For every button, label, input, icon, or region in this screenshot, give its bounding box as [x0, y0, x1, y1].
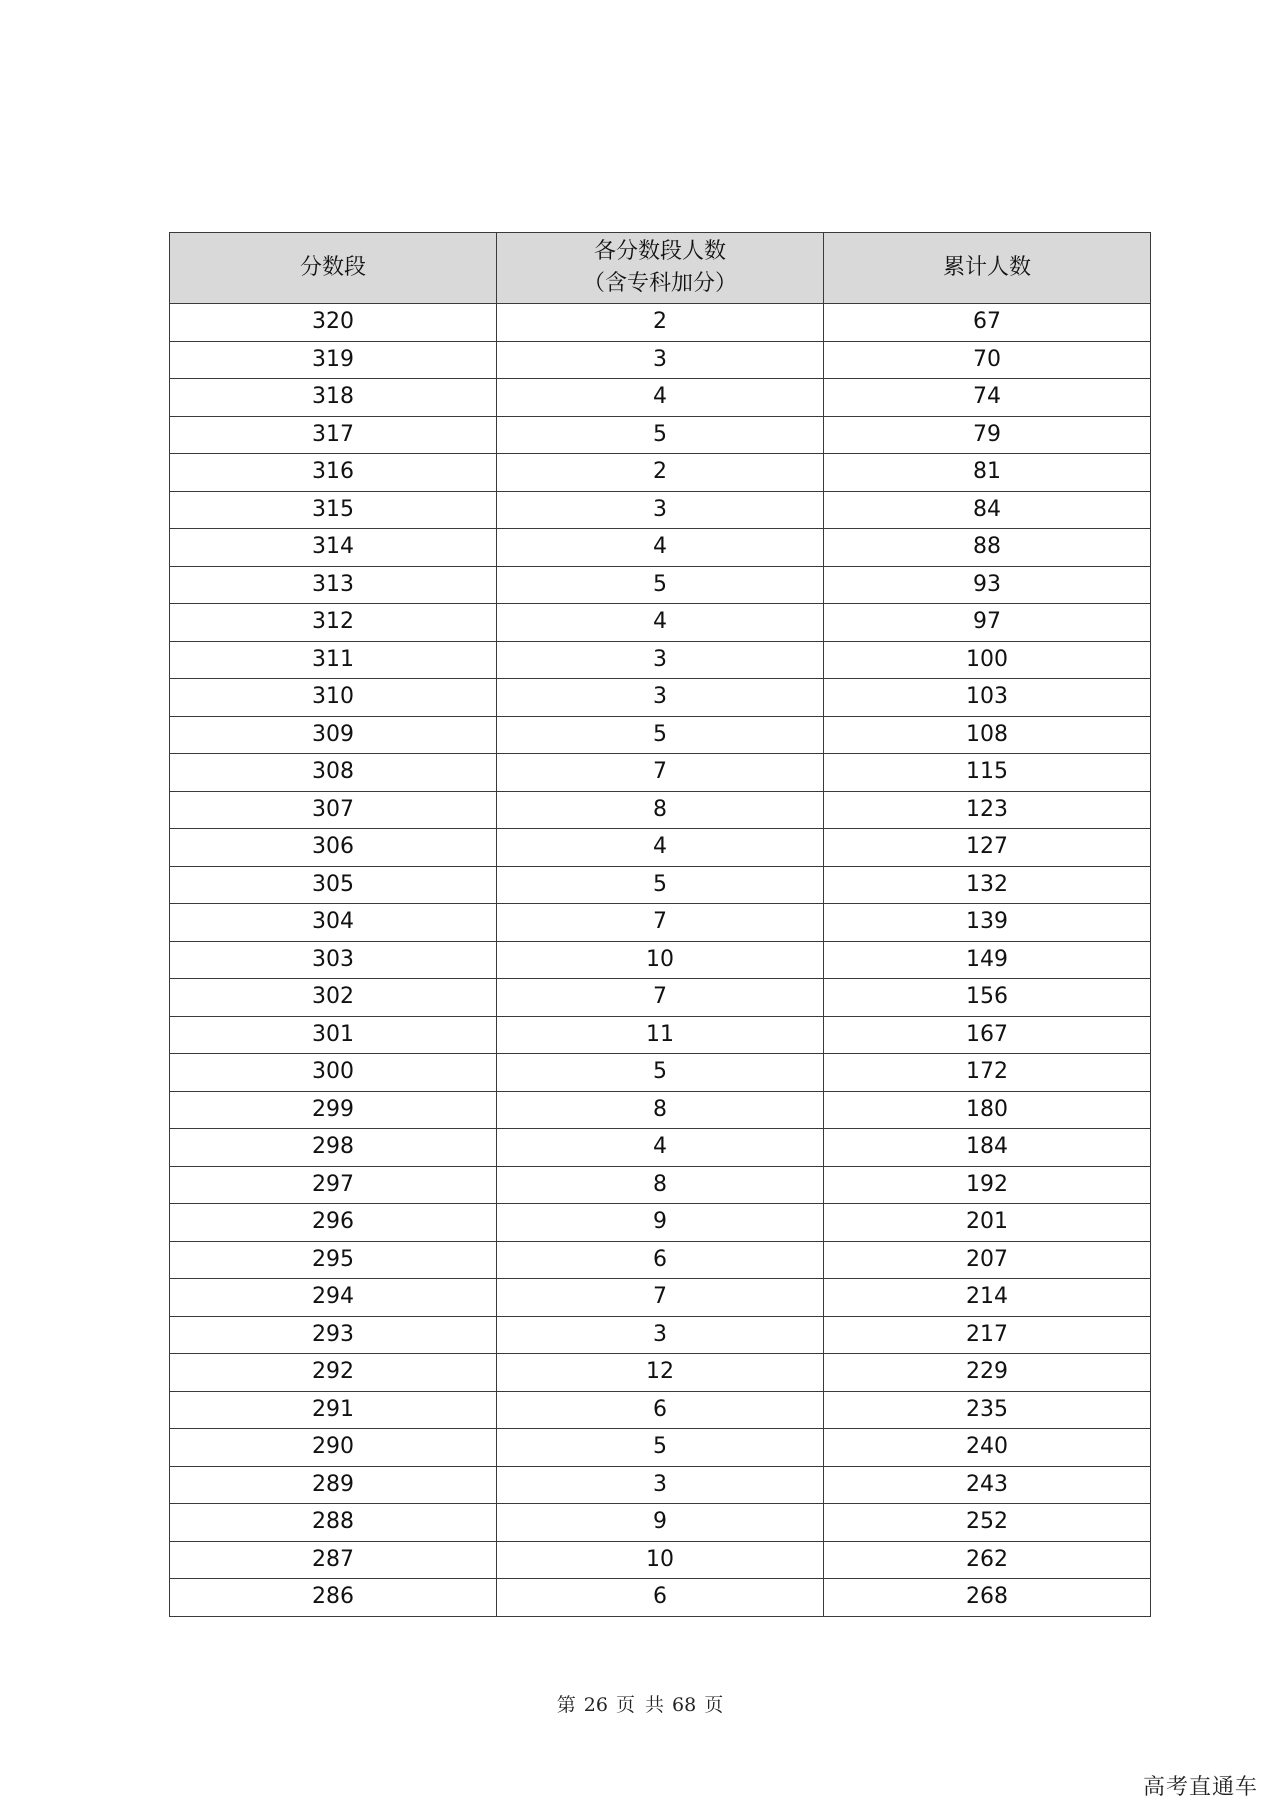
cell-count: 6: [497, 1391, 824, 1429]
header-cumulative: 累计人数: [824, 233, 1151, 304]
cell-score: 311: [170, 641, 497, 679]
table-row: [170, 1204, 1151, 1242]
cell-cumulative: 243: [824, 1466, 1151, 1504]
cell-score: 320: [170, 304, 497, 342]
cell-cumulative: 180: [824, 1091, 1151, 1129]
cell-cumulative: 81: [824, 454, 1151, 492]
cell-score: 300: [170, 1054, 497, 1092]
cell-count: 4: [497, 1129, 824, 1167]
table-body: [170, 304, 1151, 1617]
cell-cumulative: 172: [824, 1054, 1151, 1092]
cell-score: 309: [170, 716, 497, 754]
cell-cumulative: 100: [824, 641, 1151, 679]
cell-score: 302: [170, 979, 497, 1017]
cell-cumulative: 74: [824, 379, 1151, 417]
cell-count: 5: [497, 566, 824, 604]
table-row: [170, 604, 1151, 642]
table-row: [170, 1354, 1151, 1392]
cell-cumulative: 201: [824, 1204, 1151, 1242]
cell-count: 9: [497, 1204, 824, 1242]
footer-current-page: 26: [583, 1694, 608, 1716]
cell-score: 317: [170, 416, 497, 454]
table-row: [170, 1129, 1151, 1167]
cell-score: 307: [170, 791, 497, 829]
cell-score: 297: [170, 1166, 497, 1204]
table-row: [170, 566, 1151, 604]
cell-cumulative: 88: [824, 529, 1151, 567]
cell-count: 7: [497, 979, 824, 1017]
header-count-line2: （含专科加分）: [582, 271, 737, 296]
table-row: [170, 829, 1151, 867]
cell-cumulative: 132: [824, 866, 1151, 904]
cell-cumulative: 240: [824, 1429, 1151, 1467]
cell-count: 8: [497, 1091, 824, 1129]
cell-cumulative: 123: [824, 791, 1151, 829]
table-row: [170, 1016, 1151, 1054]
cell-cumulative: 84: [824, 491, 1151, 529]
cell-count: 12: [497, 1354, 824, 1392]
cell-score: 288: [170, 1504, 497, 1542]
cell-count: 11: [497, 1016, 824, 1054]
table-row: [170, 416, 1151, 454]
cell-count: 5: [497, 866, 824, 904]
cell-count: 6: [497, 1241, 824, 1279]
cell-score: 298: [170, 1129, 497, 1167]
cell-score: 294: [170, 1279, 497, 1317]
cell-score: 293: [170, 1316, 497, 1354]
cell-count: 2: [497, 454, 824, 492]
cell-count: 3: [497, 641, 824, 679]
cell-score: 319: [170, 341, 497, 379]
cell-cumulative: 108: [824, 716, 1151, 754]
header-score: 分数段: [170, 233, 497, 304]
cell-score: 305: [170, 866, 497, 904]
table-row: [170, 941, 1151, 979]
table-row: [170, 1466, 1151, 1504]
table-row: [170, 1391, 1151, 1429]
table-header: [170, 233, 1151, 304]
table-row: [170, 1316, 1151, 1354]
cell-count: 5: [497, 1054, 824, 1092]
header-count-line1: 各分数段人数: [593, 239, 726, 264]
table-row: [170, 979, 1151, 1017]
table-row: [170, 1429, 1151, 1467]
table-row: [170, 341, 1151, 379]
cell-count: 3: [497, 1466, 824, 1504]
cell-count: 3: [497, 341, 824, 379]
cell-score: 292: [170, 1354, 497, 1392]
cell-cumulative: 207: [824, 1241, 1151, 1279]
cell-score: 318: [170, 379, 497, 417]
cell-count: 7: [497, 1279, 824, 1317]
cell-count: 5: [497, 1429, 824, 1467]
header-row: [170, 233, 1151, 304]
cell-count: 8: [497, 1166, 824, 1204]
cell-score: 315: [170, 491, 497, 529]
cell-count: 10: [497, 941, 824, 979]
cell-cumulative: 268: [824, 1579, 1151, 1617]
cell-count: 3: [497, 1316, 824, 1354]
table-row: [170, 304, 1151, 342]
table-row: [170, 454, 1151, 492]
cell-count: 4: [497, 379, 824, 417]
cell-score: 289: [170, 1466, 497, 1504]
cell-count: 4: [497, 829, 824, 867]
table-row: [170, 904, 1151, 942]
cell-score: 290: [170, 1429, 497, 1467]
cell-count: 4: [497, 529, 824, 567]
cell-count: 4: [497, 604, 824, 642]
cell-cumulative: 262: [824, 1541, 1151, 1579]
table-row: [170, 1504, 1151, 1542]
cell-cumulative: 184: [824, 1129, 1151, 1167]
table-row: [170, 1091, 1151, 1129]
cell-score: 310: [170, 679, 497, 717]
cell-cumulative: 103: [824, 679, 1151, 717]
table-row: [170, 379, 1151, 417]
cell-cumulative: 149: [824, 941, 1151, 979]
cell-score: 296: [170, 1204, 497, 1242]
cell-cumulative: 139: [824, 904, 1151, 942]
footer-prefix: 第: [556, 1694, 576, 1716]
cell-score: 306: [170, 829, 497, 867]
table-row: [170, 754, 1151, 792]
cell-count: 2: [497, 304, 824, 342]
cell-cumulative: 214: [824, 1279, 1151, 1317]
cell-count: 5: [497, 416, 824, 454]
cell-cumulative: 156: [824, 979, 1151, 1017]
cell-count: 5: [497, 716, 824, 754]
cell-cumulative: 93: [824, 566, 1151, 604]
cell-count: 9: [497, 1504, 824, 1542]
cell-cumulative: 97: [824, 604, 1151, 642]
cell-count: 10: [497, 1541, 824, 1579]
cell-score: 313: [170, 566, 497, 604]
cell-cumulative: 252: [824, 1504, 1151, 1542]
cell-cumulative: 70: [824, 341, 1151, 379]
table-row: [170, 1579, 1151, 1617]
header-count: [497, 233, 824, 304]
cell-score: 295: [170, 1241, 497, 1279]
table-row: [170, 1166, 1151, 1204]
watermark: 高考直通车: [1142, 1775, 1258, 1800]
cell-cumulative: 235: [824, 1391, 1151, 1429]
cell-score: 301: [170, 1016, 497, 1054]
cell-count: 7: [497, 754, 824, 792]
table-row: [170, 791, 1151, 829]
table-row: [170, 1279, 1151, 1317]
cell-count: 3: [497, 679, 824, 717]
cell-score: 303: [170, 941, 497, 979]
cell-score: 291: [170, 1391, 497, 1429]
cell-score: 286: [170, 1579, 497, 1617]
cell-cumulative: 79: [824, 416, 1151, 454]
cell-score: 308: [170, 754, 497, 792]
cell-cumulative: 127: [824, 829, 1151, 867]
table-row: [170, 1241, 1151, 1279]
table-row: [170, 491, 1151, 529]
cell-count: 8: [497, 791, 824, 829]
cell-score: 316: [170, 454, 497, 492]
page-footer: [0, 1690, 1280, 1717]
cell-score: 287: [170, 1541, 497, 1579]
cell-cumulative: 217: [824, 1316, 1151, 1354]
table-row: [170, 1054, 1151, 1092]
cell-cumulative: 115: [824, 754, 1151, 792]
table-row: [170, 679, 1151, 717]
table-row: [170, 529, 1151, 567]
cell-cumulative: 67: [824, 304, 1151, 342]
footer-suffix: 页: [704, 1694, 724, 1716]
table-row: [170, 866, 1151, 904]
cell-score: 312: [170, 604, 497, 642]
cell-score: 304: [170, 904, 497, 942]
cell-score: 314: [170, 529, 497, 567]
cell-count: 3: [497, 491, 824, 529]
score-distribution-table: [169, 232, 1151, 1617]
footer-total-pages: 68: [672, 1694, 697, 1716]
table-row: [170, 1541, 1151, 1579]
cell-score: 299: [170, 1091, 497, 1129]
cell-count: 6: [497, 1579, 824, 1617]
cell-cumulative: 192: [824, 1166, 1151, 1204]
footer-middle: 页 共: [615, 1694, 665, 1716]
cell-cumulative: 167: [824, 1016, 1151, 1054]
table-row: [170, 641, 1151, 679]
cell-count: 7: [497, 904, 824, 942]
cell-cumulative: 229: [824, 1354, 1151, 1392]
table-row: [170, 716, 1151, 754]
